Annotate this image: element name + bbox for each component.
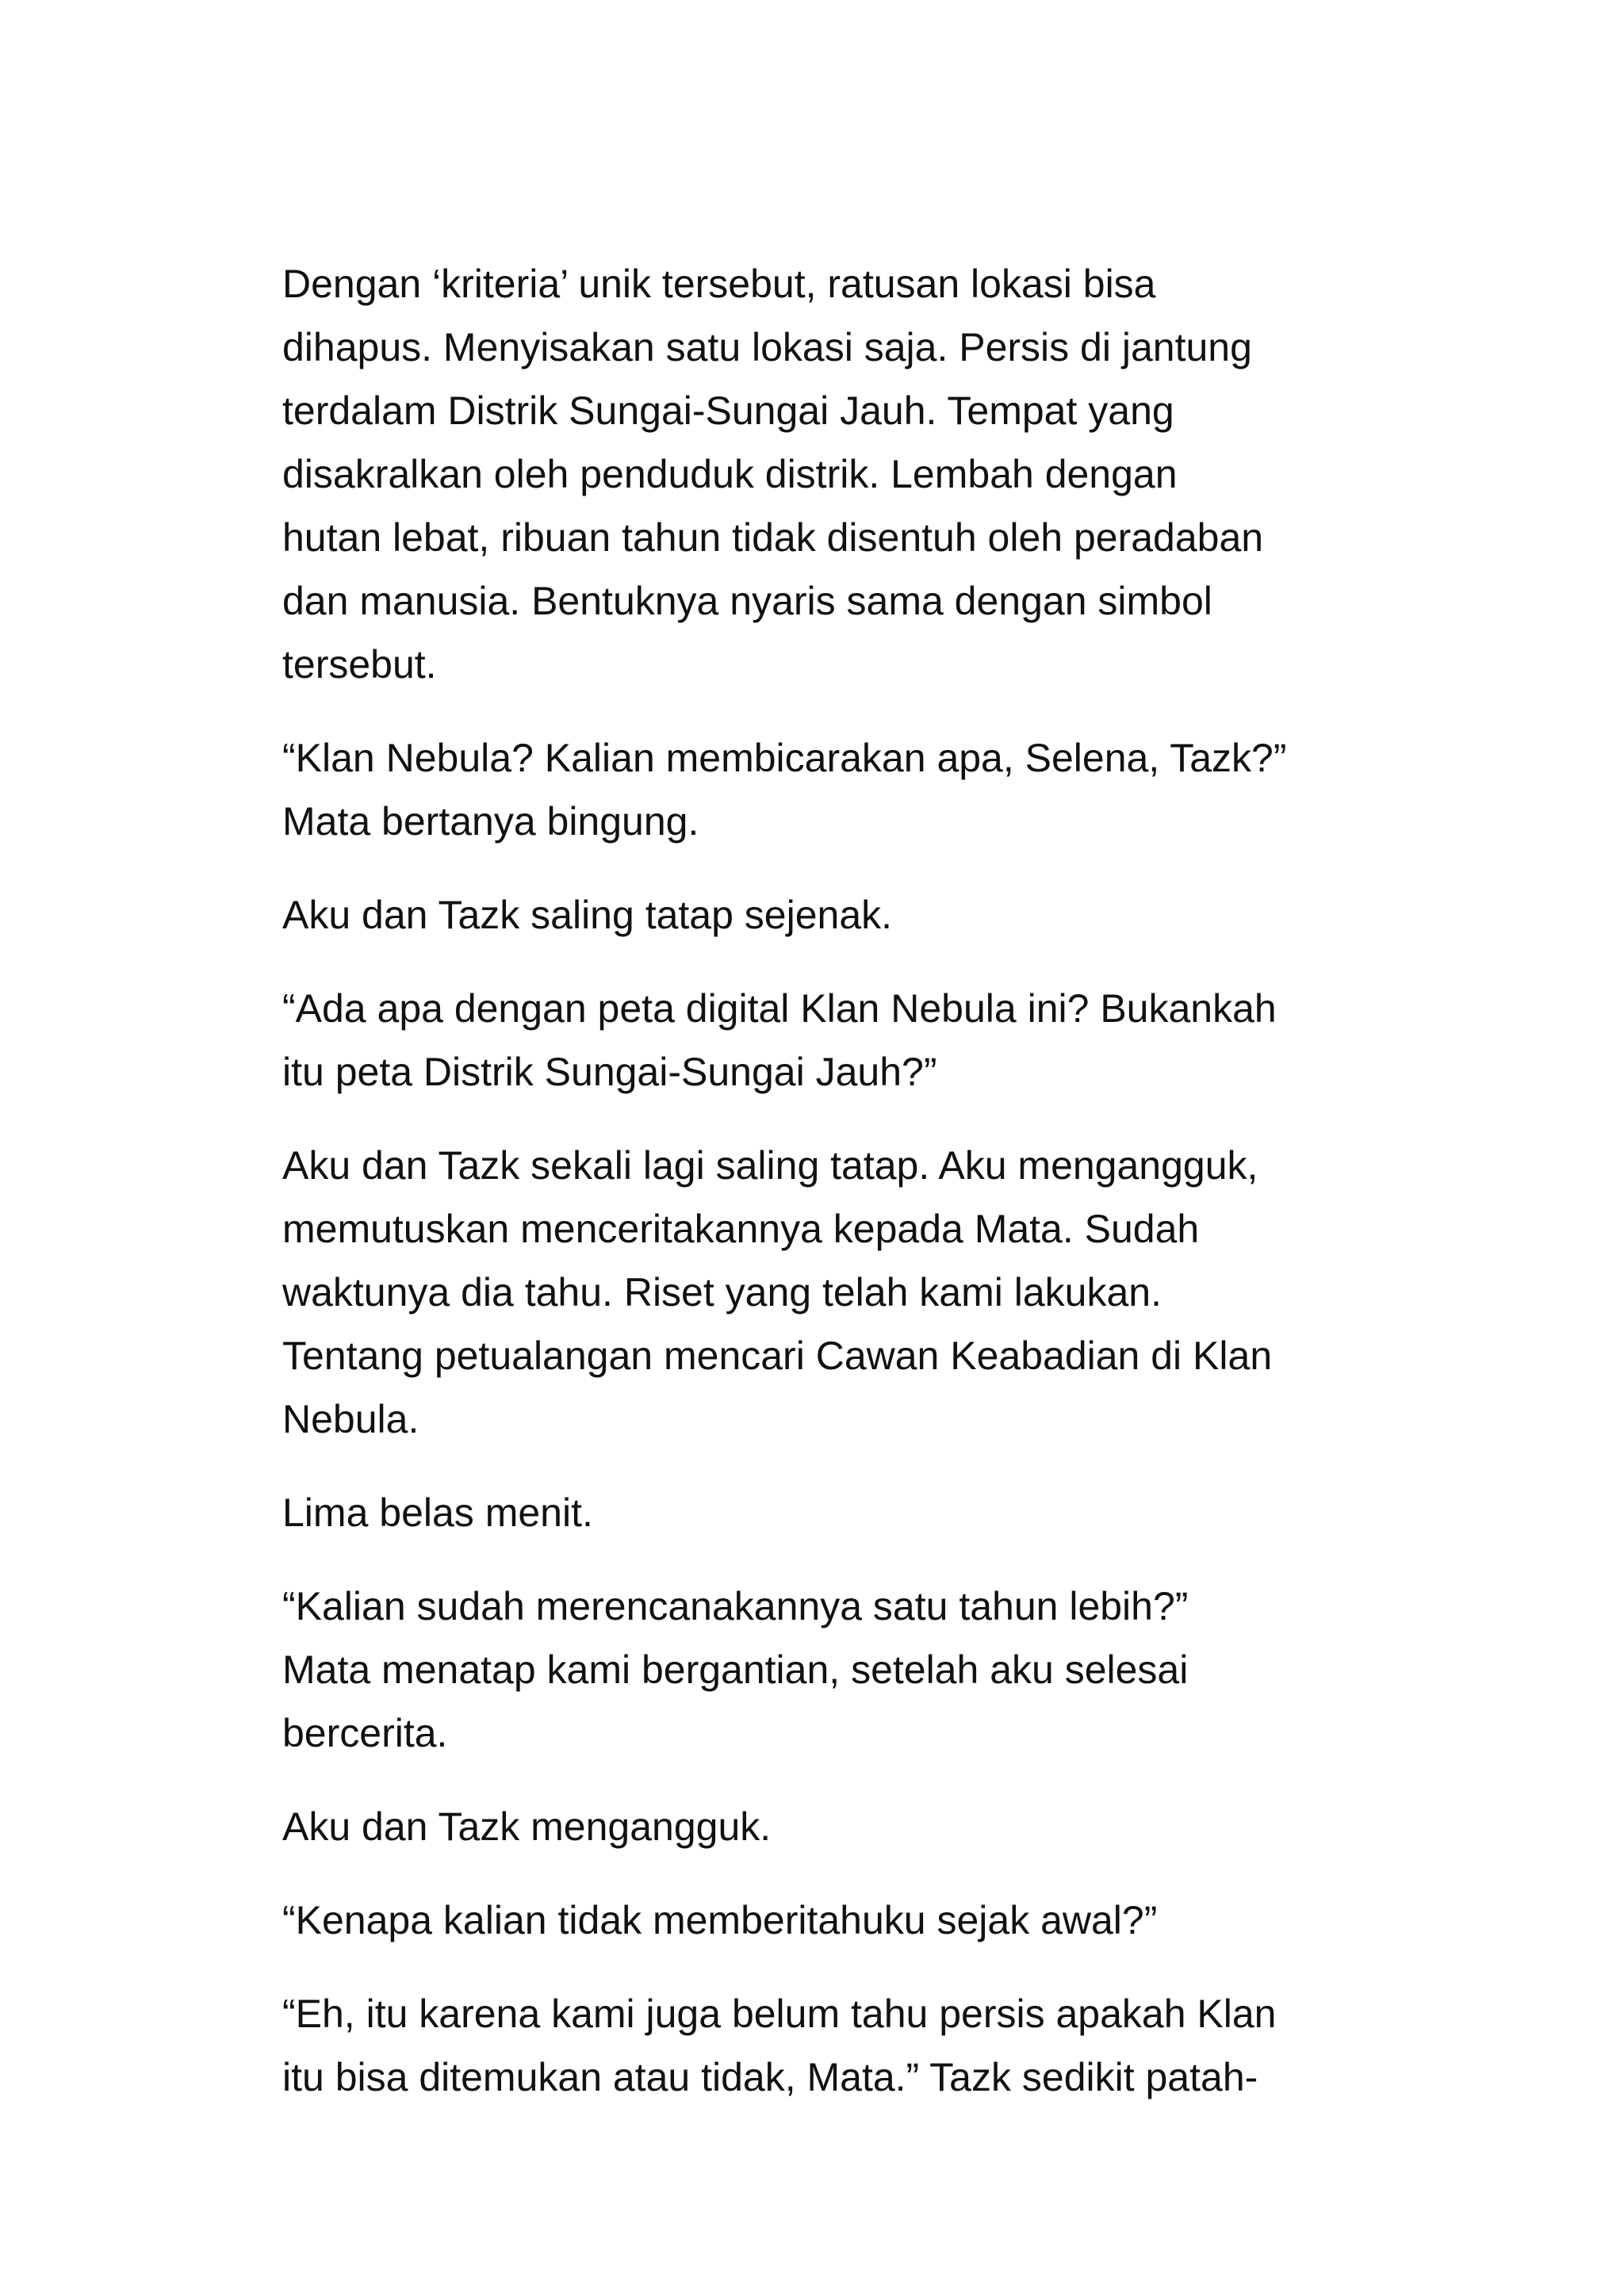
text-line: hutan lebat, ribuan tahun tidak disentuh oleh peradaban: [282, 515, 1264, 560]
text-line: tersebut.: [282, 642, 437, 687]
text-line: dan manusia. Bentuknya nyaris sama dengan simbol: [282, 579, 1212, 623]
paragraph: [282, 252, 1377, 696]
text-line: Aku dan Tazk sekali lagi saling tatap. Aku mengangguk,: [282, 1143, 1258, 1188]
text-line: itu bisa ditemukan atau tidak, Mata.” Tazk sedikit patah-: [282, 2055, 1258, 2099]
paragraph: [282, 1575, 1377, 1765]
paragraph: [282, 1888, 1377, 1952]
paragraph: [282, 1795, 1377, 1858]
text-line: Aku dan Tazk saling tatap sejenak.: [282, 893, 893, 937]
text-line: Dengan ‘kriteria’ unik tersebut, ratusan lokasi bisa: [282, 262, 1156, 306]
text-line: bercerita.: [282, 1711, 448, 1755]
text-line: Tentang petualangan mencari Cawan Keabadian di Klan: [282, 1334, 1273, 1378]
paragraph: [282, 1134, 1377, 1451]
paragraph: [282, 977, 1377, 1104]
text-line: waktunya dia tahu. Riset yang telah kami lakukan.: [282, 1270, 1162, 1314]
text-line: “Ada apa dengan peta digital Klan Nebula ini? Bukankah: [282, 986, 1277, 1031]
text-line: “Eh, itu karena kami juga belum tahu persis apakah Klan: [282, 1992, 1277, 2036]
text-line: Lima belas menit.: [282, 1490, 593, 1535]
text-line: Aku dan Tazk mengangguk.: [282, 1804, 772, 1849]
paragraph: [282, 1481, 1377, 1544]
text-line: Mata menatap kami bergantian, setelah aku selesai: [282, 1647, 1189, 1692]
text-line: terdalam Distrik Sungai-Sungai Jauh. Tempat yang: [282, 388, 1174, 433]
body-text: [282, 252, 1377, 2139]
text-line: “Klan Nebula? Kalian membicarakan apa, Selena, Tazk?”: [282, 736, 1287, 780]
paragraph: [282, 726, 1377, 853]
text-line: Nebula.: [282, 1397, 419, 1441]
text-line: dihapus. Menyisakan satu lokasi saja. Persis di jantung: [282, 325, 1252, 369]
paragraph: [282, 1982, 1377, 2109]
text-line: itu peta Distrik Sungai-Sungai Jauh?”: [282, 1050, 937, 1094]
text-line: Mata bertanya bingung.: [282, 799, 699, 844]
text-line: “Kenapa kalian tidak memberitahuku sejak awal?”: [282, 1898, 1158, 1942]
text-line: “Kalian sudah merencanakannya satu tahun lebih?”: [282, 1584, 1189, 1628]
text-line: memutuskan menceritakannya kepada Mata. Sudah: [282, 1207, 1200, 1251]
paragraph: [282, 883, 1377, 947]
text-line: disakralkan oleh penduduk distrik. Lembah dengan: [282, 452, 1178, 496]
